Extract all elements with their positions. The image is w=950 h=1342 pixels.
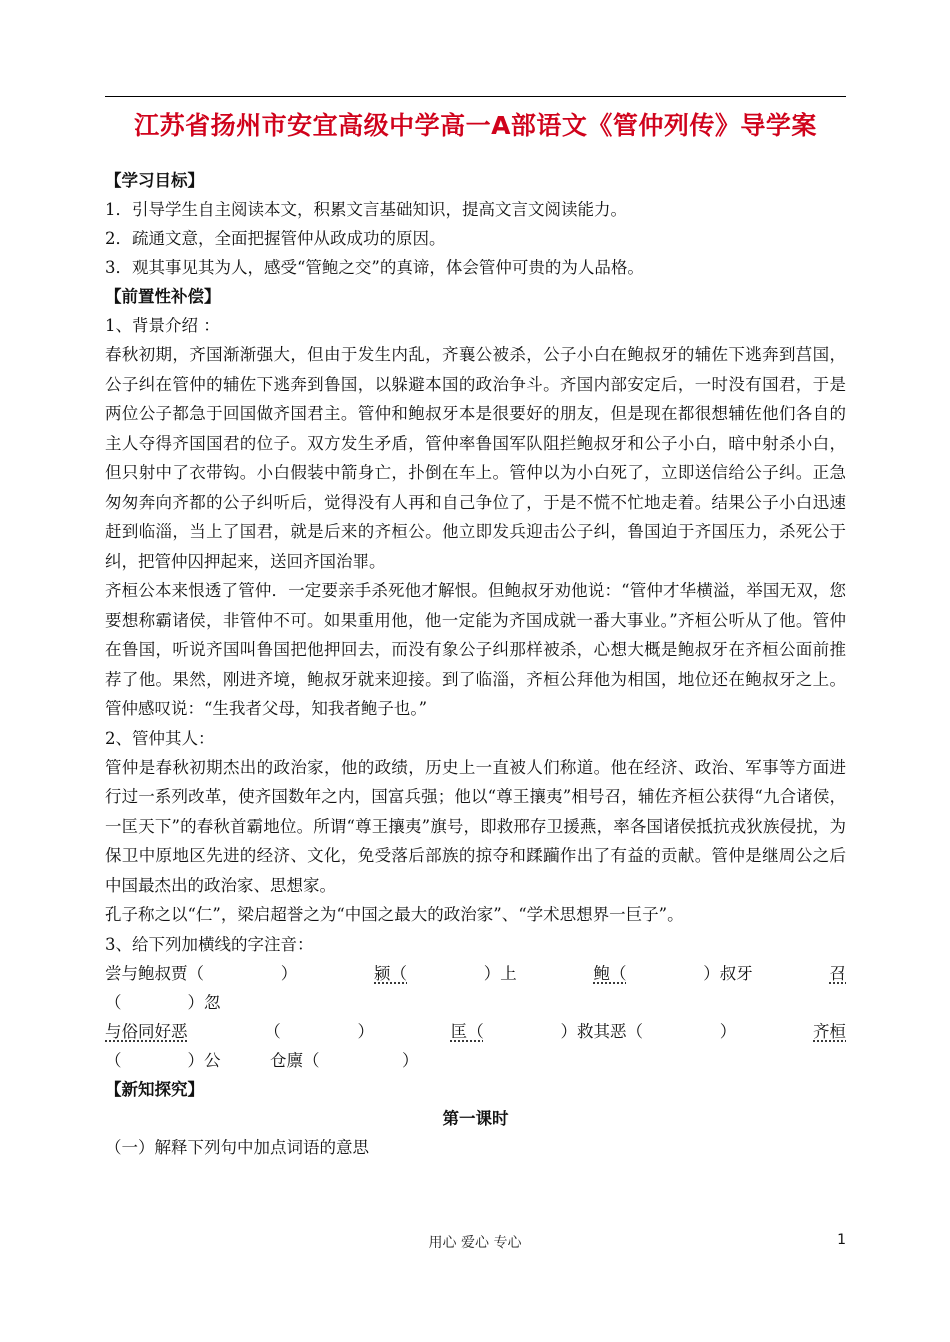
objective-item: 3．观其事见其为人，感受“管鲍之交”的真谛，体会管仲可贵的为人品格。	[105, 258, 644, 277]
objective-item: 1．引导学生自主阅读本文，积累文言基础知识，提高文言文阅读能力。	[105, 200, 627, 219]
phonetic-row	[105, 1017, 846, 1046]
phonetic-cell: 齐桓	[813, 1021, 846, 1041]
person-paragraph: 管仲是春秋初期杰出的政治家，他的政绩，历史上一直被人们称道。他在经济、政治、军事等方面进行过一系列改革，使齐国数年之内，国富兵强；他以“尊王攘夷”相号召，辅佐齐桓公获得“九合诸侯，一匡天下”的春秋首霸地位。所谓“尊王攘夷”旗号，即救邢存卫援燕，率各国诸侯抵抗戎狄族侵扰，为保卫中原地区先进的经济、文化，免受落后部族的掠夺和蹂躏作出了有益的贡献。管仲是继周公之后中国最杰出的政治家、思想家。	[105, 757, 846, 895]
phonetic-cell: 与俗同好恶	[105, 1021, 188, 1041]
phonetic-cell: ）上	[483, 963, 517, 983]
objective-item: 2．疏通文意，全面把握管仲从政成功的原因。	[105, 229, 446, 248]
footer-slogan: 用心 爱心 专心	[428, 1235, 522, 1251]
phonetic-row: （ ）公 仓廪（ ）	[105, 1050, 419, 1070]
phonetic-cell: 召	[829, 963, 846, 983]
objectives-heading: 【学习目标】	[105, 171, 204, 190]
phonetic-cell: ）	[280, 963, 298, 983]
phonetic-row	[105, 959, 846, 988]
phonetic-cell: 匡（	[450, 1021, 484, 1041]
phonetic-cell: ）	[357, 1021, 374, 1041]
document-body	[105, 166, 846, 1162]
phonetic-cell: 鲍（	[593, 963, 627, 983]
phonetic-cell: ）救其恶（	[560, 1021, 643, 1041]
phonetic-cell: （	[264, 1021, 281, 1041]
session-title: 第一课时	[442, 1108, 509, 1128]
background-paragraph: 春秋初期，齐国渐渐强大，但由于发生内乱，齐襄公被杀，公子小白在鲍叔牙的辅佐下逃奔到莒国，公子纠在管仲的辅佐下逃奔到鲁国，以躲避本国的政治争斗。齐国内部安定后，一时没有国君，于是两位公子都急于回国做齐国君主。管仲和鲍叔牙本是很要好的朋友，但是现在都很想辅佐他们各自的主人夺得齐国国君的位子。双方发生矛盾，管仲率鲁国军队阻拦鲍叔牙和公子小白，暗中射杀小白，但只射中了衣带钩。小白假装中箭身亡，扑倒在车上。管仲以为小白死了，立即送信给公子纠。正急匆匆奔向齐都的公子纠听后，觉得没有人再和自己争位了，于是不慌不忙地走着。结果公子小白迅速赶到临淄，当上了国君，就是后来的齐桓公。他立即发兵迎击公子纠，鲁国迫于齐国压力，杀死公于纠，把管仲囚押起来，送回齐国治罪。	[105, 345, 846, 571]
page-number: 1	[837, 1232, 846, 1248]
task-heading: （一）解释下列句中加点词语的意思	[105, 1137, 369, 1157]
phonetic-cell: 颍（	[374, 963, 407, 983]
background-paragraph: 齐桓公本来恨透了管仲．一定要亲手杀死他才解恨。但鲍叔牙劝他说：“管仲才华横溢，举国无双，您要想称霸诸侯，非管仲不可。如果重用他，他一定能为齐国成就一番大事业。”齐桓公听从了他。管仲在鲁国，听说齐国叫鲁国把他押回去，而没有象公子纠那样被杀，心想大概是鲍叔牙在齐桓公面前推荐了他。果然，刚进齐境，鲍叔牙就来迎接。到了临淄，齐桓公拜他为相国，地位还在鲍叔牙之上。管仲感叹说：“生我者父母，知我者鲍子也。”	[105, 581, 846, 718]
header-rule	[105, 96, 846, 97]
phonetic-cell: ）	[719, 1021, 737, 1041]
phonetic-cell: 尝与鲍叔贾（	[105, 963, 204, 983]
preview-heading: 【前置性补偿】	[105, 287, 221, 306]
person-paragraph: 孔子称之以“仁”，梁启超誉之为“中国之最大的政治家”、“学术思想界一巨子”。	[105, 905, 684, 924]
background-heading: 1、背景介绍 ：	[105, 316, 220, 335]
phonetic-cell: ）叔牙	[703, 963, 753, 983]
person-heading: 2、管仲其人：	[105, 728, 215, 748]
explore-heading: 【新知探究】	[105, 1079, 204, 1099]
page-title: 江苏省扬州市安宜高级中学高一A部语文《管仲列传》导学案	[134, 111, 817, 140]
phonetic-heading: 3、给下列加横线的字注音：	[105, 934, 314, 954]
phonetic-row: （ ）忽	[105, 992, 221, 1012]
